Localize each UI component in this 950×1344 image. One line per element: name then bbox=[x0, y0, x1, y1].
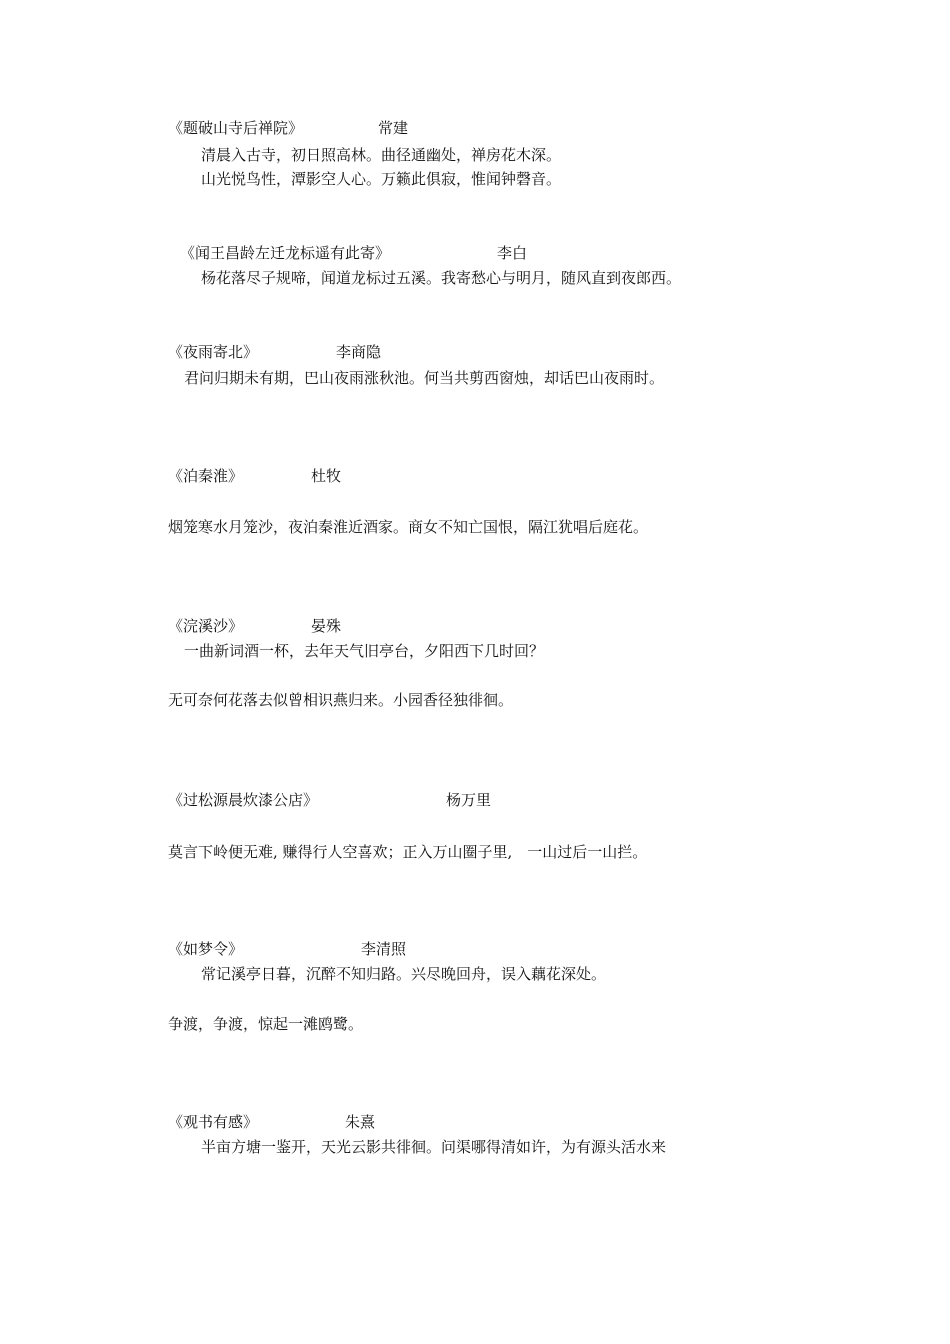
poem-line: 一曲新词酒一杯，去年天气旧亭台，夕阳西下几时回？ bbox=[184, 642, 545, 660]
poem-title: 《如梦令》 bbox=[168, 940, 244, 958]
poem-title: 《闻王昌龄左迁龙标遥有此寄》 bbox=[180, 244, 391, 262]
poem-line: 争渡，争渡，惊起一滩鸥鹭。 bbox=[168, 1015, 364, 1033]
poem-author: 杨万里 bbox=[446, 791, 492, 809]
poem-line: 烟笼寒水月笼沙，夜泊秦淮近酒家。商女不知亡国恨，隔江犹唱后庭花。 bbox=[168, 518, 649, 536]
poem-line: 杨花落尽子规啼，闻道龙标过五溪。我寄愁心与明月，随风直到夜郎西。 bbox=[201, 269, 682, 287]
poem-author: 晏殊 bbox=[311, 617, 342, 635]
poem-line: 君问归期未有期，巴山夜雨涨秋池。何当共剪西窗烛，却话巴山夜雨时。 bbox=[184, 369, 665, 387]
poem-line: 常记溪亭日暮，沉醉不知归路。兴尽晚回舟，误入藕花深处。 bbox=[201, 965, 607, 983]
poem-title: 《题破山寺后禅院》 bbox=[168, 119, 304, 137]
poem-author: 朱熹 bbox=[345, 1113, 376, 1131]
poem-author: 李清照 bbox=[361, 940, 407, 958]
poem-author: 杜牧 bbox=[311, 467, 342, 485]
poem-title: 《浣溪沙》 bbox=[168, 617, 244, 635]
poem-author: 李白 bbox=[497, 244, 528, 262]
poem-title: 《泊秦淮》 bbox=[168, 467, 244, 485]
poem-line: 半亩方塘一鉴开，天光云影共徘徊。问渠哪得清如许，为有源头活水来 bbox=[201, 1138, 667, 1156]
poem-title: 《过松源晨炊漆公店》 bbox=[168, 791, 319, 809]
poem-line: 莫言下岭便无难, 赚得行人空喜欢；正入万山圈子里, 一山过后一山拦。 bbox=[168, 843, 648, 861]
poem-line: 山光悦鸟性，潭影空人心。万籁此俱寂，惟闻钟磬音。 bbox=[201, 170, 562, 188]
poem-line: 无可奈何花落去似曾相识燕归来。小园香径独徘徊。 bbox=[168, 691, 514, 709]
poem-line: 清晨入古寺，初日照高林。曲径通幽处，禅房花木深。 bbox=[201, 146, 562, 164]
poem-author: 李商隐 bbox=[336, 343, 382, 361]
poem-title: 《观书有感》 bbox=[168, 1113, 259, 1131]
poem-author: 常建 bbox=[378, 119, 409, 137]
poem-title: 《夜雨寄北》 bbox=[168, 343, 259, 361]
